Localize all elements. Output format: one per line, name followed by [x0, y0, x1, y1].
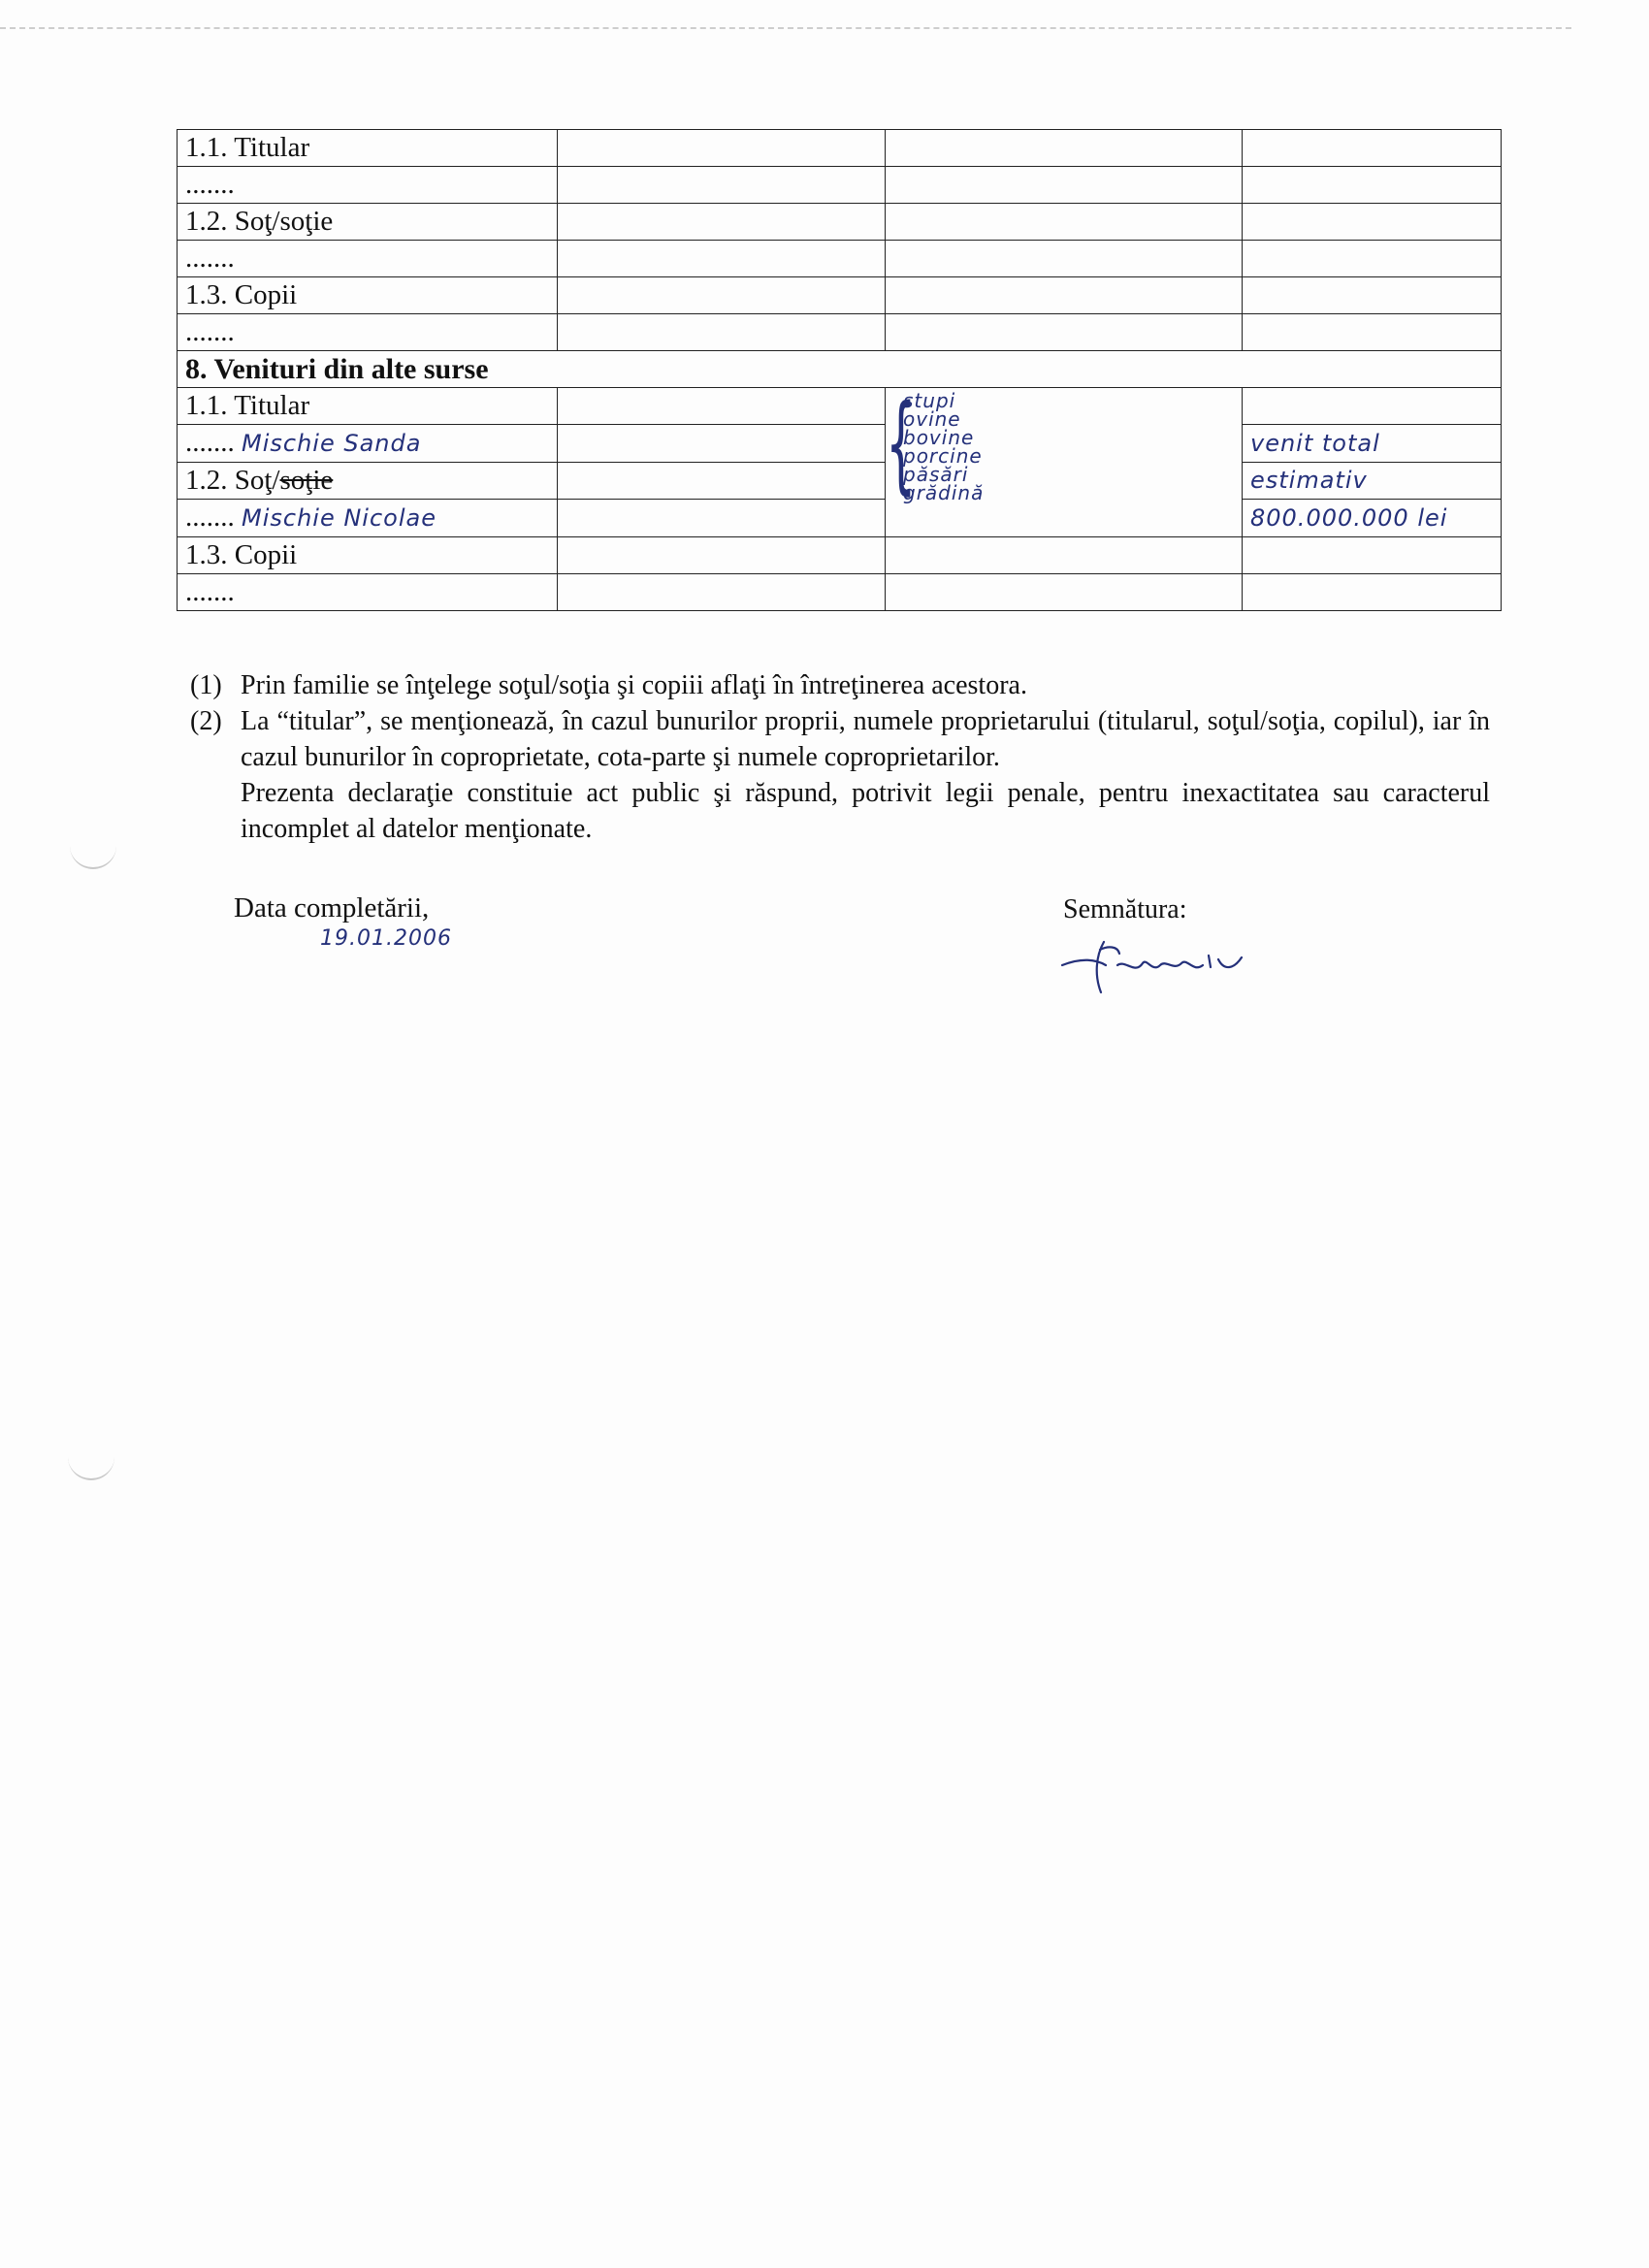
section-title: 8. Venituri din alte surse — [178, 351, 1502, 388]
handwritten-name: Mischie Sanda — [242, 430, 422, 457]
handwritten-name: Mischie Nicolae — [242, 504, 436, 532]
table-row — [178, 388, 1502, 425]
source-item: grădină — [903, 481, 985, 504]
table-row — [178, 167, 1502, 204]
signature-label: Semnătura: — [1063, 894, 1187, 924]
source-item: ovine — [903, 407, 961, 431]
source-item: păsări — [903, 463, 969, 486]
table-row — [178, 463, 1502, 500]
row-label: 1.2. Soţ/soţie — [178, 204, 558, 241]
source-item: stupi — [903, 389, 956, 412]
footnote-2 — [190, 703, 1490, 775]
table-row — [178, 425, 1502, 463]
table-row — [178, 241, 1502, 277]
note-number: (2) — [190, 706, 222, 736]
row-label: 1.1. Titular — [178, 388, 558, 425]
row-label: 1.1. Titular — [178, 130, 558, 167]
signature — [1057, 936, 1261, 994]
row-label: ....... — [178, 574, 558, 611]
row-label: 1.3. Copii — [178, 537, 558, 574]
note-text: Prin familie se înţelege soţul/soţia şi copiii aflaţi în întreţinerea acestora. — [241, 670, 1027, 700]
income-note-line: estimativ — [1243, 463, 1502, 500]
note-text: La “titular”, se menţionează, în cazul bunurilor proprii, numele proprietarului (titularul, soţul/soţia, copilul), iar în cazul bunurilor în coproprietate, cota-parte şi numele coproprietarilor. — [241, 706, 1490, 772]
footnote-1 — [190, 667, 1490, 703]
date-value: 19.01.2006 — [320, 926, 452, 951]
table-row — [178, 130, 1502, 167]
date-label: Data completării, — [234, 892, 430, 923]
punch-hole-mark — [68, 1455, 114, 1480]
table-row — [178, 537, 1502, 574]
declaration-statement: Prezenta declaraţie constituie act public şi răspund, potrivit legii penale, pentru inexactitatea sau caracterul incomplet al datelor menţionate. — [241, 778, 1490, 844]
brace-mark: { — [886, 387, 917, 505]
table-row — [178, 500, 1502, 537]
table-row — [178, 204, 1502, 241]
table-row — [178, 277, 1502, 314]
scan-top-edge — [0, 27, 1571, 35]
income-note-line: venit total — [1243, 425, 1502, 463]
source-item: porcine — [903, 444, 983, 468]
row-label: ....... — [178, 314, 558, 351]
footnotes — [190, 667, 1490, 847]
row-label: ....... — [178, 241, 558, 277]
income-sources-list — [903, 389, 985, 504]
note-number: (1) — [190, 670, 222, 700]
income-table — [177, 129, 1502, 611]
source-item: bovine — [903, 426, 975, 449]
dots: ....... — [185, 427, 235, 458]
struck-text: soţie — [279, 465, 334, 496]
income-amount: 800.000.000 lei — [1243, 500, 1502, 537]
dots: ....... — [185, 502, 235, 533]
row-label — [178, 425, 558, 463]
row-label — [178, 463, 558, 500]
income-sources-cell — [886, 388, 1243, 537]
table-row — [178, 574, 1502, 611]
punch-hole-mark — [70, 844, 116, 869]
section-row — [178, 351, 1502, 388]
row-label: ....... — [178, 167, 558, 204]
row-label: 1.3. Copii — [178, 277, 558, 314]
spouse-label: 1.2. Soţ/ — [185, 465, 280, 496]
row-label — [178, 500, 558, 537]
table-row — [178, 314, 1502, 351]
